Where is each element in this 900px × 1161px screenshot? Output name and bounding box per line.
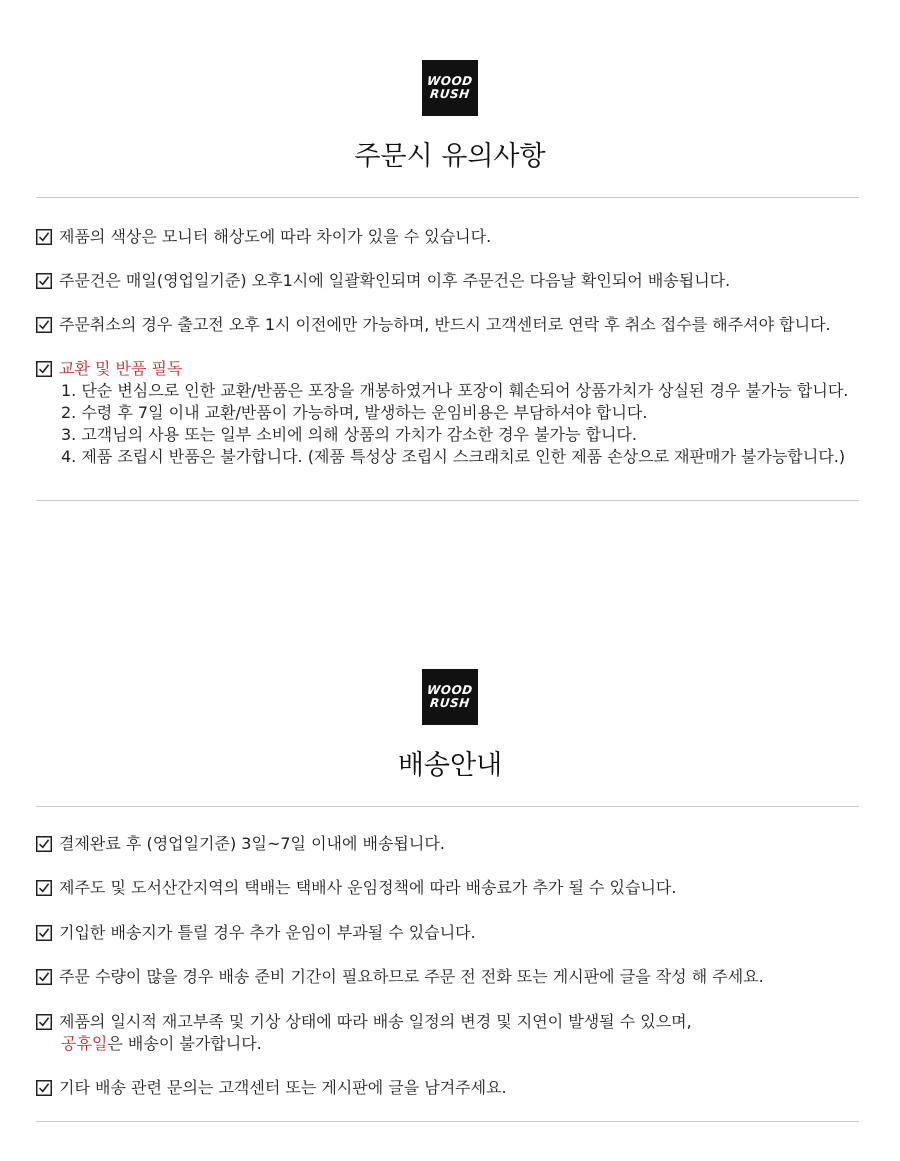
shipping-item: [36, 1011, 896, 1055]
checkbox-checked-icon: [36, 1080, 52, 1096]
notice-item: [36, 270, 896, 292]
exchange-line: 4. 제품 조립시 반품은 불가합니다. (제품 특성상 조립시 스크래치로 인한 제품 손상으로 재판매가 불가능합니다.): [61, 447, 846, 466]
woodrush-logo: [422, 669, 478, 725]
exchange-return-block: [36, 358, 896, 468]
shipping-item-text: 주문 수량이 많을 경우 배송 준비 기간이 필요하므로 주문 전 전화 또는 게시판에 글을 작성 해 주세요.: [59, 967, 764, 986]
notice-item: [36, 314, 896, 336]
exchange-line: 1. 단순 변심으로 인한 교환/반품은 포장을 개봉하였거나 포장이 훼손되어 상품가치가 상실된 경우 불가능 합니다.: [61, 381, 849, 400]
notice-item: [36, 226, 896, 248]
shipping-bottom-divider: [36, 1121, 859, 1122]
checkbox-checked-icon: [36, 1014, 52, 1030]
logo-line-1: WOOD: [426, 683, 474, 697]
shipping-item: [36, 833, 896, 855]
checkbox-checked-icon: [36, 969, 52, 985]
notice-item-text: 주문취소의 경우 출고전 오후 1시 이전에만 가능하며, 반드시 고객센터로 연락 후 취소 접수를 해주셔야 합니다.: [59, 315, 831, 334]
logo-line-2: RUSH: [429, 87, 471, 101]
shipping-item-text: 제품의 일시적 재고부족 및 기상 상태에 따라 배송 일정의 변경 및 지연이 발생될 수 있으며,: [59, 1012, 692, 1031]
checkbox-checked-icon: [36, 836, 52, 852]
shipping-item-text: 제주도 및 도서산간지역의 택배는 택배사 운임정책에 따라 배송료가 추가 될 수 있습니다.: [59, 878, 677, 897]
exchange-line: 3. 고객님의 사용 또는 일부 소비에 의해 상품의 가치가 감소한 경우 불가능 합니다.: [61, 425, 637, 444]
shipping-item-text: 기입한 배송지가 틀릴 경우 추가 운임이 부과될 수 있습니다.: [59, 923, 476, 942]
notice-item-text: 주문건은 매일(영업일기준) 오후1시에 일괄확인되며 이후 주문건은 다음날 확인되어 배송됩니다.: [59, 271, 731, 290]
notice-bottom-divider: [36, 500, 859, 501]
notice-top-divider: [36, 197, 859, 198]
checkbox-checked-icon: [36, 229, 52, 245]
notice-item-text: 제품의 색상은 모니터 해상도에 따라 차이가 있을 수 있습니다.: [59, 227, 492, 246]
shipping-item-text: 결제완료 후 (영업일기준) 3일~7일 이내에 배송됩니다.: [59, 834, 445, 853]
notice-title: 주문시 유의사항: [354, 141, 546, 172]
logo-line-2: RUSH: [429, 696, 471, 710]
shipping-item: [36, 1077, 896, 1099]
exchange-line: 2. 수령 후 7일 이내 교환/반품이 가능하며, 발생하는 운임비용은 부담하셔야 합니다.: [61, 403, 648, 422]
shipping-item: [36, 922, 896, 944]
checkbox-checked-icon: [36, 273, 52, 289]
holiday-highlight: 공휴일: [61, 1034, 108, 1053]
woodrush-logo: [422, 60, 478, 116]
holiday-rest: 은 배송이 불가합니다.: [107, 1034, 262, 1053]
checkbox-checked-icon: [36, 880, 52, 896]
shipping-title: 배송안내: [397, 750, 503, 781]
shipping-top-divider: [36, 806, 859, 807]
checkbox-checked-icon: [36, 361, 52, 377]
logo-line-1: WOOD: [426, 74, 474, 88]
checkbox-checked-icon: [36, 317, 52, 333]
exchange-return-heading: 교환 및 반품 필독: [59, 359, 183, 378]
shipping-item: [36, 877, 896, 899]
checkbox-checked-icon: [36, 925, 52, 941]
shipping-item-text: 기타 배송 관련 문의는 고객센터 또는 게시판에 글을 남겨주세요.: [59, 1078, 507, 1097]
holiday-line: [36, 1033, 896, 1055]
shipping-item: [36, 966, 896, 988]
